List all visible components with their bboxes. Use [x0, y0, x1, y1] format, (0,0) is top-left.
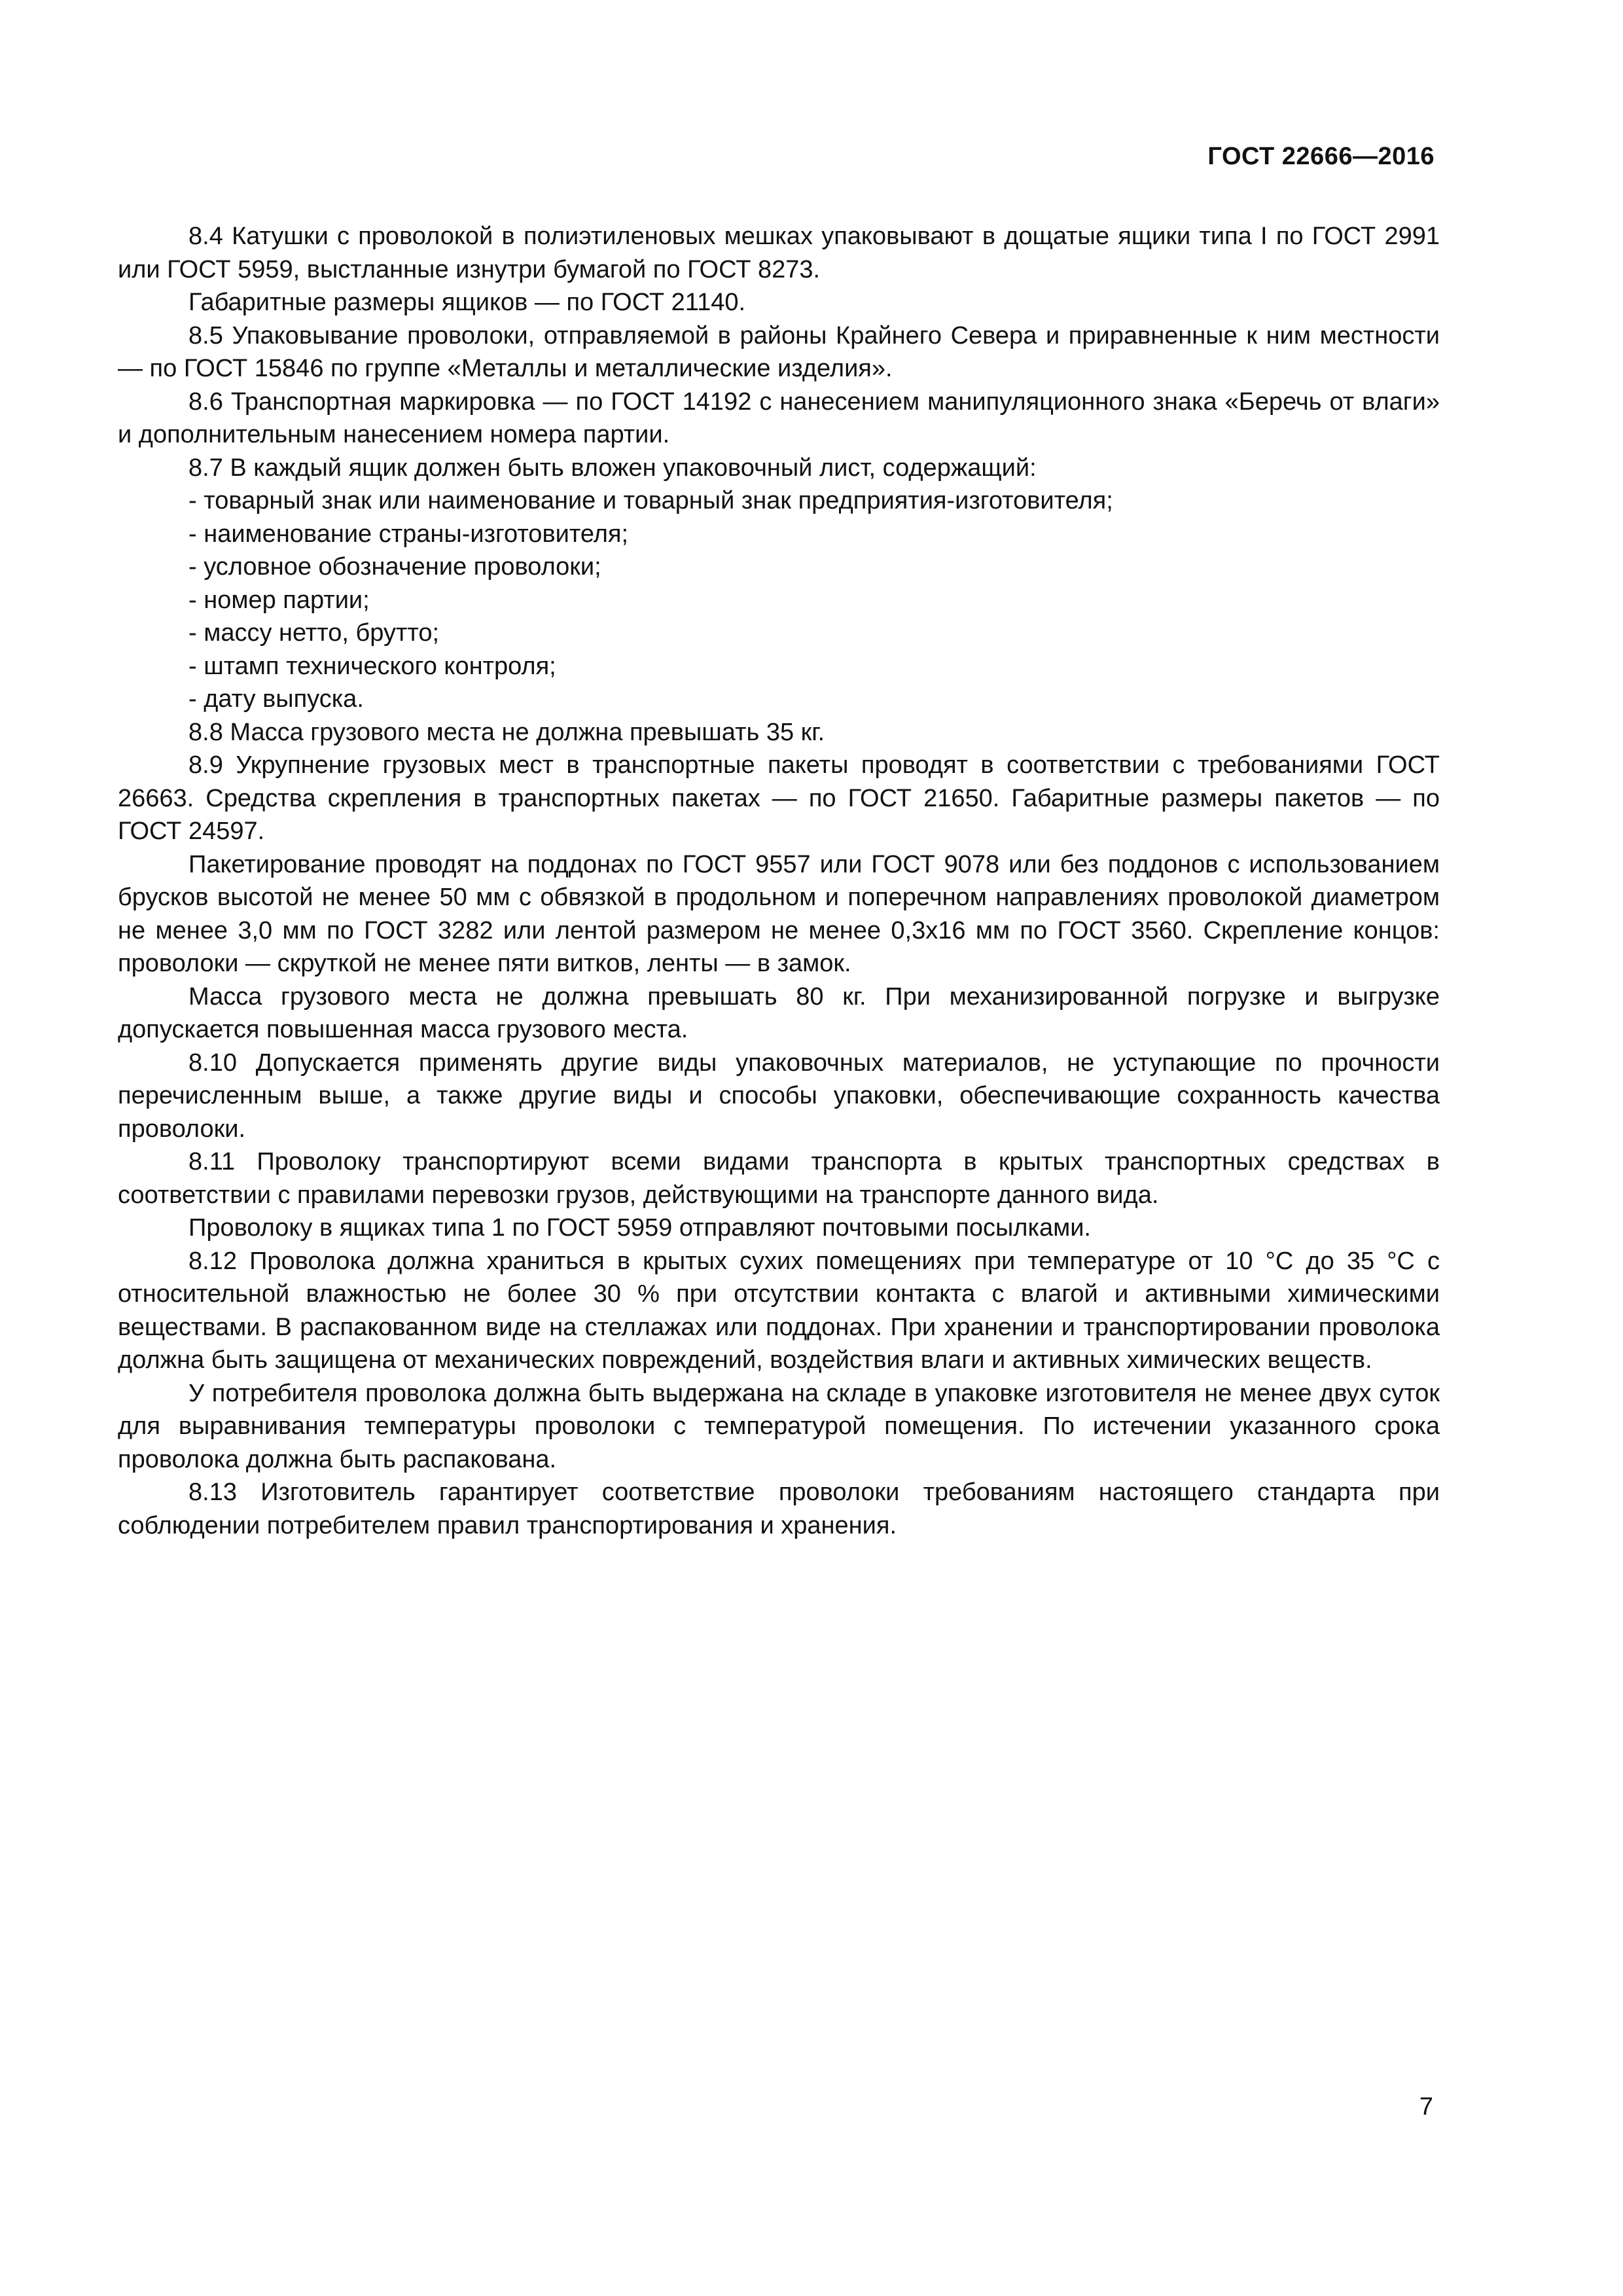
- paragraph-postal: Проволоку в ящиках типа 1 по ГОСТ 5959 отправляют почтовыми посылками.: [188, 1214, 1091, 1242]
- list-item: - номер партии;: [188, 586, 370, 614]
- paragraph-8-9: 8.9 Укрупнение грузовых мест в транспортные пакеты проводят в соответствии с требованиями ГОСТ 26663. Средства скрепления в транспортных пакетах — по ГОСТ 21650. Габаритные размеры пакетов — по ГОСТ 24597.: [118, 751, 1440, 845]
- paragraph-8-8: 8.8 Масса грузового места не должна превышать 35 кг.: [188, 718, 825, 746]
- document-body: [118, 220, 1440, 1542]
- list-item: - дату выпуска.: [188, 685, 364, 713]
- list-item: - массу нетто, брутто;: [188, 619, 440, 647]
- document-header: ГОСТ 22666—2016: [1207, 143, 1435, 170]
- paragraph-8-5: 8.5 Упаковывание проволоки, отправляемой в районы Крайнего Севера и приравненные к ним местности — по ГОСТ 15846 по группе «Металлы и металлические изделия».: [118, 321, 1440, 382]
- list-item: - условное обозначение проволоки;: [188, 553, 601, 581]
- paragraph-8-13: 8.13 Изготовитель гарантирует соответствие проволоки требованиям настоящего стандарта при соблюдении потребителем правил транспортирования и хранения.: [118, 1479, 1440, 1539]
- page-number: 7: [1419, 2093, 1433, 2121]
- paragraph-cargo-mass: Масса грузового места не должна превышать 80 кг. При механизированной погрузке и выгрузке допускается повышенная масса грузового места.: [118, 982, 1440, 1043]
- paragraph-box-dimensions: Габаритные размеры ящиков — по ГОСТ 21140.: [188, 289, 746, 316]
- paragraph-8-4: 8.4 Катушки с проволокой в полиэтиленовых мешках упаковывают в дощатые ящики типа I по ГОСТ 2991 или ГОСТ 5959, выстланные изнутри бумагой по ГОСТ 8273.: [118, 223, 1440, 283]
- paragraph-8-12: 8.12 Проволока должна храниться в крытых сухих помещениях при температуре от 10 °C до 35 °C с относительной влажностью не более 30 % при отсутствии контакта с влагой и активными химическими веществами. В распакованном виде на стеллажах или поддонах. При хранении и транспортировании проволока должна быть защищена от механических повреждений, воздействия влаги и активных химических веществ.: [118, 1247, 1440, 1374]
- list-item: - наименование страны-изготовителя;: [188, 520, 629, 548]
- list-item: - товарный знак или наименование и товарный знак предприятия-изготовителя;: [188, 487, 1113, 514]
- paragraph-8-11: 8.11 Проволоку транспортируют всеми видами транспорта в крытых транспортных средствах в соответствии с правилами перевозки грузов, действующими на транспорте данного вида.: [118, 1148, 1440, 1209]
- paragraph-palletizing: Пакетирование проводят на поддонах по ГОСТ 9557 или ГОСТ 9078 или без поддонов с использованием брусков высотой не менее 50 мм с обвязкой в продольном и поперечном направлениях проволокой диаметром не менее 3,0 мм по ГОСТ 3282 или лентой размером не менее 0,3x16 мм по ГОСТ 3560. Скрепление концов: проволоки — скруткой не менее пяти витков, ленты — в замок.: [118, 850, 1440, 977]
- paragraph-8-7: 8.7 В каждый ящик должен быть вложен упаковочный лист, содержащий:: [188, 454, 1037, 482]
- list-item: - штамп технического контроля;: [188, 652, 556, 680]
- paragraph-consumer-storage: У потребителя проволока должна быть выдержана на складе в упаковке изготовителя не менее двух суток для выравнивания температуры проволоки с температурой помещения. По истечении указанного срока проволока должна быть распакована.: [118, 1379, 1440, 1473]
- paragraph-8-6: 8.6 Транспортная маркировка — по ГОСТ 14192 с нанесением манипуляционного знака «Беречь от влаги» и дополнительным нанесением номера партии.: [118, 387, 1440, 448]
- paragraph-8-10: 8.10 Допускается применять другие виды упаковочных материалов, не уступающие по прочности перечисленным выше, а также другие виды и способы упаковки, обеспечивающие сохранность качества проволоки.: [118, 1049, 1440, 1143]
